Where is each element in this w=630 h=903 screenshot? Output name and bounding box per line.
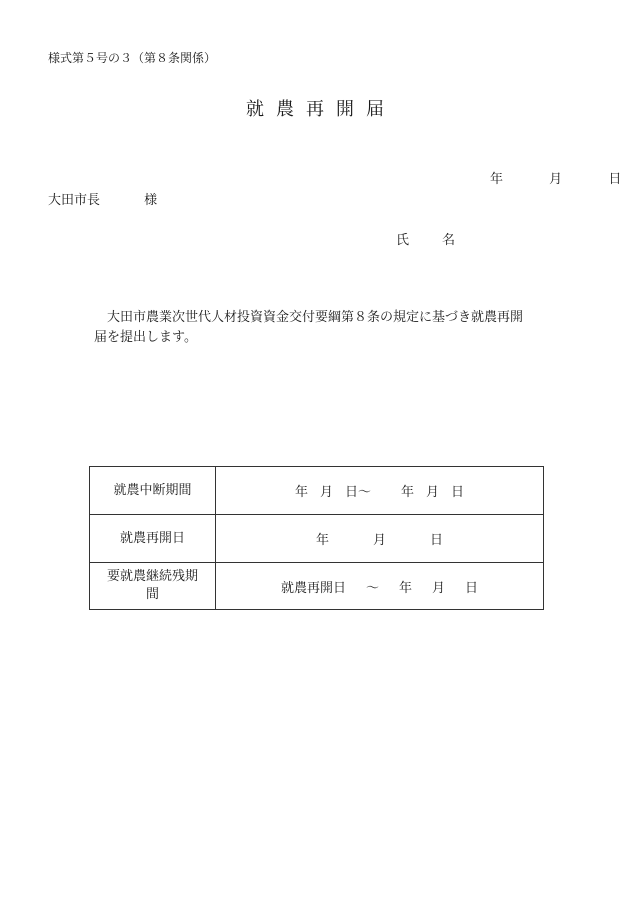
applicant-name-label: 氏 名 <box>396 233 466 248</box>
row-label-resumption-date: 就農再開日 <box>90 515 216 563</box>
row-label-interruption-period: 就農中断期間 <box>90 467 216 515</box>
date-day-label: 日 <box>608 172 622 187</box>
body-text: 大田市農業次世代人材投資資金交付要綱第８条の規定に基づき就農再開届を提出します。 <box>94 310 524 345</box>
row-label-remaining-period: 要就農継続残期間 <box>90 563 216 610</box>
row-value-interruption-period: 年 月 日～ 年 月 日 <box>216 467 544 515</box>
row-value-remaining-period: 就農再開日 ～ 年 月 日 <box>216 563 544 610</box>
form-number: 様式第５号の３（第８条関係） <box>48 51 217 65</box>
info-table <box>89 466 544 610</box>
addressee <box>48 189 157 208</box>
addressee-name: 大田市長 <box>48 193 101 208</box>
submission-date <box>490 168 621 187</box>
table-row <box>90 515 544 563</box>
date-month-label: 月 <box>549 172 563 187</box>
addressee-honorific: 様 <box>144 193 158 208</box>
row-value-resumption-date: 年 月 日 <box>216 515 544 563</box>
document-title: 就農再開届 <box>246 99 396 120</box>
table-row <box>90 563 544 610</box>
date-year-label: 年 <box>490 172 504 187</box>
table-row <box>90 467 544 515</box>
